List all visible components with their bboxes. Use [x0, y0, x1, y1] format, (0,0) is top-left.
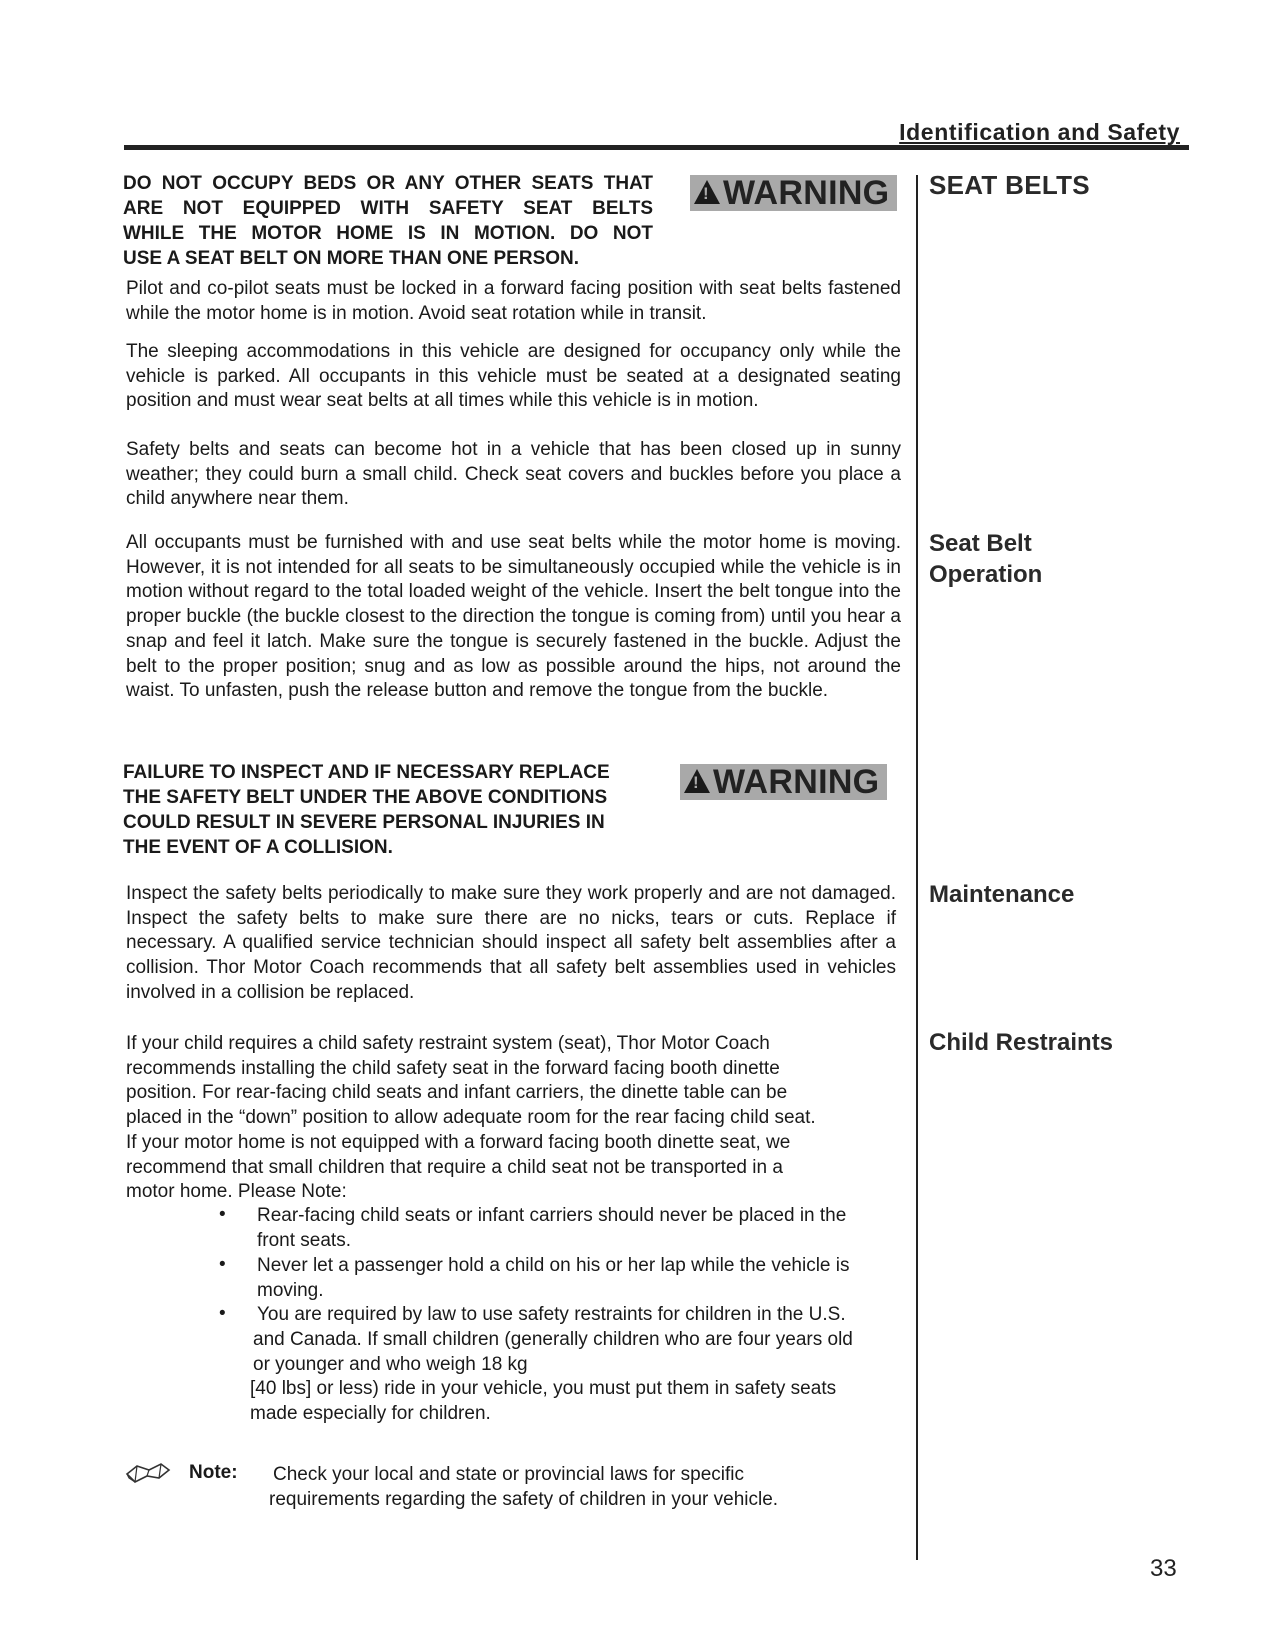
side-heading-line: Operation [929, 561, 1043, 588]
note-text: Check your local and state or provincial laws for specific [273, 1464, 744, 1485]
bullet-item [257, 1204, 846, 1253]
paragraph: All occupants must be furnished with and use seat belts while the motor home is moving. However, it is not intended for all seats to be simultaneously occupied while the vehicle is in motion without regard to the total loaded weight of the vehicle. Insert the belt tongue into the proper buckle (the buckle closest to the direction the tongue is coming from) until you hear a snap and feel it latch. Make sure the tongue is securely fastened in the buckle. Adjust the belt to the proper position; snug and as low as possible around the hips, not around the waist. To unfasten, push the release button and remove the tongue from the buckle. [126, 532, 901, 702]
side-heading-seat-belt-operation [929, 528, 1042, 590]
note-label: Note: [189, 1462, 238, 1483]
warning-line: WHILE THE MOTOR HOME IS IN MOTION. DO NOT [123, 223, 653, 244]
bullet-line: Never let a passenger hold a child on his or her lap while the vehicle is [257, 1255, 850, 1276]
warning-line: ARE NOT EQUIPPED WITH SAFETY SEAT BELTS [123, 198, 653, 219]
bullet-line: [40 lbs] or less) ride in your vehicle, you must put them in safety seats [250, 1378, 837, 1399]
warning-text [123, 171, 653, 271]
paragraph-line: motor home. Please Note: [126, 1181, 347, 1203]
note-text: requirements regarding the safety of children in your vehicle. [269, 1489, 779, 1510]
paragraph-line: If your motor home is not equipped with a forward facing booth dinette seat, we [126, 1131, 791, 1153]
bullet-marker: • [219, 1254, 226, 1275]
side-heading-child-restraints: Child Restraints [929, 1029, 1114, 1056]
bullet-line: front seats. [257, 1229, 351, 1251]
side-heading-seat-belts: SEAT BELTS [929, 170, 1090, 200]
column-divider [916, 175, 918, 1560]
warning-line: FAILURE TO INSPECT AND IF NECESSARY REPLACE [123, 762, 610, 783]
side-heading-maintenance: Maintenance [929, 881, 1075, 908]
warning-triangle-icon [694, 180, 720, 204]
bullet-item-continuation [253, 1328, 853, 1377]
header-rule [124, 145, 1189, 150]
side-heading-line: Seat Belt [929, 530, 1032, 557]
paragraph [126, 1032, 906, 1205]
warning-label: WARNING [723, 173, 890, 212]
bullet-line: and Canada. If small children (generally children who are four years old [253, 1329, 853, 1350]
warning-line: DO NOT OCCUPY BEDS OR ANY OTHER SEATS THAT [123, 173, 653, 194]
warning-text [123, 760, 663, 860]
bullet-item-continuation [250, 1377, 836, 1426]
bullet-line: made especially for children. [250, 1402, 491, 1424]
bullet-line: Rear-facing child seats or infant carriers should never be placed in the [257, 1205, 847, 1226]
bullet-item [257, 1303, 846, 1328]
paragraph-line: recommend that small children that require a child seat not be transported in a [126, 1156, 783, 1178]
paragraph-line: If your child requires a child safety restraint system (seat), Thor Motor Coach [126, 1033, 770, 1054]
bullet-marker: • [219, 1303, 226, 1324]
bullet-line: moving. [257, 1279, 324, 1301]
paragraph-line: placed in the “down” position to allow adequate room for the rear facing child seat. [126, 1107, 816, 1129]
warning-line: COULD RESULT IN SEVERE PERSONAL INJURIES IN [123, 812, 605, 833]
warning-line: THE EVENT OF A COLLISION. [123, 837, 393, 858]
warning-badge [690, 175, 897, 211]
paragraph: Inspect the safety belts periodically to make sure they work properly and are not damaged. Inspect the safety belts to make sure there are no nicks, tears or cuts. Replace if necessary. A qualified service technician should inspect all safety belt assemblies after a collision. Thor Motor Coach recommends that all safety belt assemblies used in vehicles involved in a collision be replaced. [126, 883, 896, 1003]
paragraph: Safety belts and seats can become hot in a vehicle that has been closed up in sunny weather; they could burn a small child. Check seat covers and buckles before you place a child anywhere near them. [126, 439, 901, 510]
page-number: 33 [1150, 1555, 1177, 1582]
warning-label: WARNING [713, 762, 880, 801]
paragraph-line: position. For rear-facing child seats and infant carriers, the dinette table can be [126, 1082, 788, 1104]
bullet-line: or younger and who weigh 18 kg [253, 1353, 528, 1375]
bullet-marker: • [219, 1204, 226, 1225]
paragraph: The sleeping accommodations in this vehicle are designed for occupancy only while the vehicle is parked. All occupants in this vehicle must be seated at a designated seating position and must wear seat belts at all times while this vehicle is in motion. [126, 341, 901, 412]
paragraph-line: recommends installing the child safety seat in the forward facing booth dinette [126, 1057, 780, 1079]
warning-triangle-icon [684, 769, 710, 793]
header-title: Identification and Safety [899, 119, 1180, 145]
bullet-item [257, 1254, 850, 1303]
bullet-line: You are required by law to use safety restraints for children in the U.S. [257, 1304, 846, 1325]
warning-line: THE SAFETY BELT UNDER THE ABOVE CONDITIONS [123, 787, 608, 808]
warning-badge [680, 764, 887, 800]
book-icon [125, 1462, 171, 1491]
warning-line: USE A SEAT BELT ON MORE THAN ONE PERSON. [123, 248, 580, 269]
paragraph: Pilot and co-pilot seats must be locked in a forward facing position with seat belts fastened while the motor home is in motion. Avoid seat rotation while in transit. [126, 278, 901, 324]
